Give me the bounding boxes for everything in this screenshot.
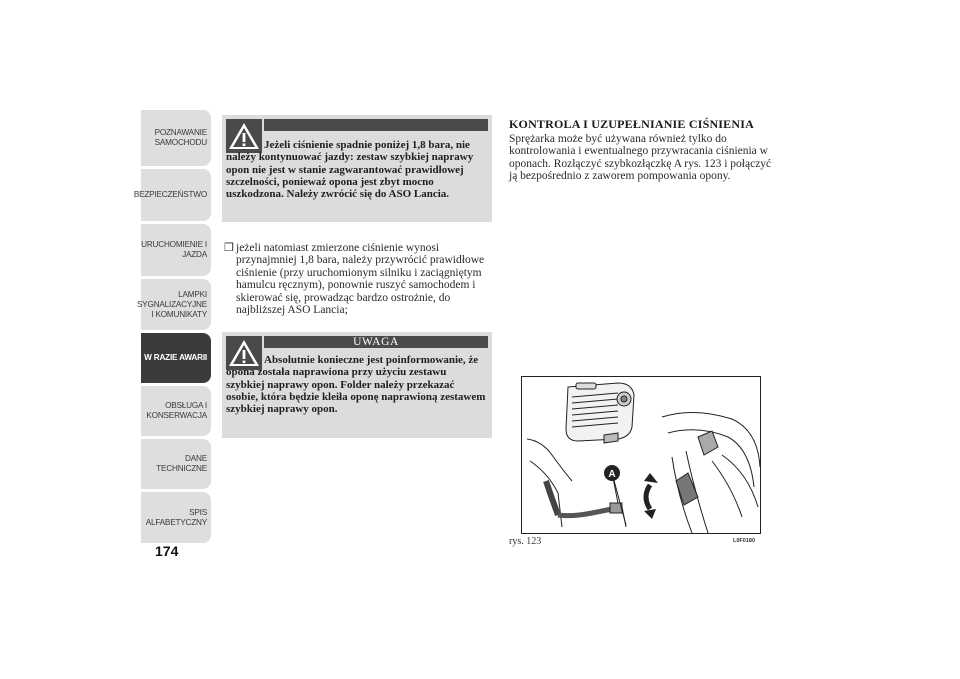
section-body: Sprężarka może być używana również tylko do kontrolowania i ewentualnego przywracania ciśnienia w oponach. Rozłączyć szybkozłączkę A rys. 123 i połączyć ją bezpośrednio z zaworem pompowania opony. (509, 133, 772, 183)
compressor-illustration (522, 377, 760, 533)
tab-bezpieczenstwo[interactable]: BEZPIECZEŃSTWO (141, 169, 211, 221)
caution-box (222, 332, 492, 438)
warning-box (222, 115, 492, 222)
bullet-item (224, 242, 494, 316)
svg-text:A: A (608, 469, 616, 480)
tab-spis-alfabetyczny[interactable]: SPIS ALFABETYCZNY (141, 492, 211, 543)
tab-obsluga[interactable]: OBSŁUGA I KONSERWACJA (141, 386, 211, 436)
bullet-mark: ❒ (224, 242, 234, 254)
caution-text: Absolutnie konieczne jest poinformowanie, że opona została naprawiona przy użyciu zestawu szybkiej naprawy opon. Folder należy przekazać osobie, która będzie kleiła oponę naprawioną zestawem szybkiej naprawy opon. (226, 354, 486, 416)
page-number: 174 (155, 543, 179, 559)
hose (527, 439, 626, 527)
tab-lampki[interactable]: LAMPKI SYGNALIZACYJNE I KOMUNIKATY (141, 279, 211, 330)
section-title: KONTROLA I UZUPEŁNIANIE CIŚNIENIA (509, 117, 754, 131)
tab-w-razie-awarii[interactable]: W RAZIE AWARII (141, 333, 211, 383)
rotate-arrow-icon (644, 473, 658, 519)
caution-header-bar: UWAGA (264, 336, 488, 348)
tab-poznawanie[interactable]: POZNAWANIE SAMOCHODU (141, 110, 211, 166)
tab-uruchomienie[interactable]: URUCHOMIENIE I JAZDA (141, 224, 211, 276)
figure-code: L0F0180 (733, 538, 756, 544)
warning-header-bar (264, 119, 488, 131)
figure-illustration (521, 376, 761, 534)
figure-caption: rys. 123 (509, 536, 542, 547)
compressor (566, 383, 634, 443)
wheel (662, 412, 760, 533)
bullet-text: jeżeli natomiast zmierzone ciśnienie wynosi przynajmniej 1,8 bara, należy przywrócić prawidłowe ciśnienie (przy uruchomionym silniku i zaciągniętym hamulcu ręcznym), ponownie ruszyć samochodem i skierować się, prowadząc bardzo ostrożnie, do najbliższej ASO Lancia; (236, 242, 485, 317)
warning-text: Jeżeli ciśnienie spadnie poniżej 1,8 bara, nie należy kontynuować jazdy: zestaw szybkiej naprawy opon nie jest w stanie zagwarantować prawidłowej szczelności, ponieważ opona jest zbyt mocno uszkodzona. Należy zwrócić się do ASO Lancia. (226, 139, 474, 201)
tab-dane-techniczne[interactable]: DANE TECHNICZNE (141, 439, 211, 489)
marker-a (604, 465, 626, 525)
